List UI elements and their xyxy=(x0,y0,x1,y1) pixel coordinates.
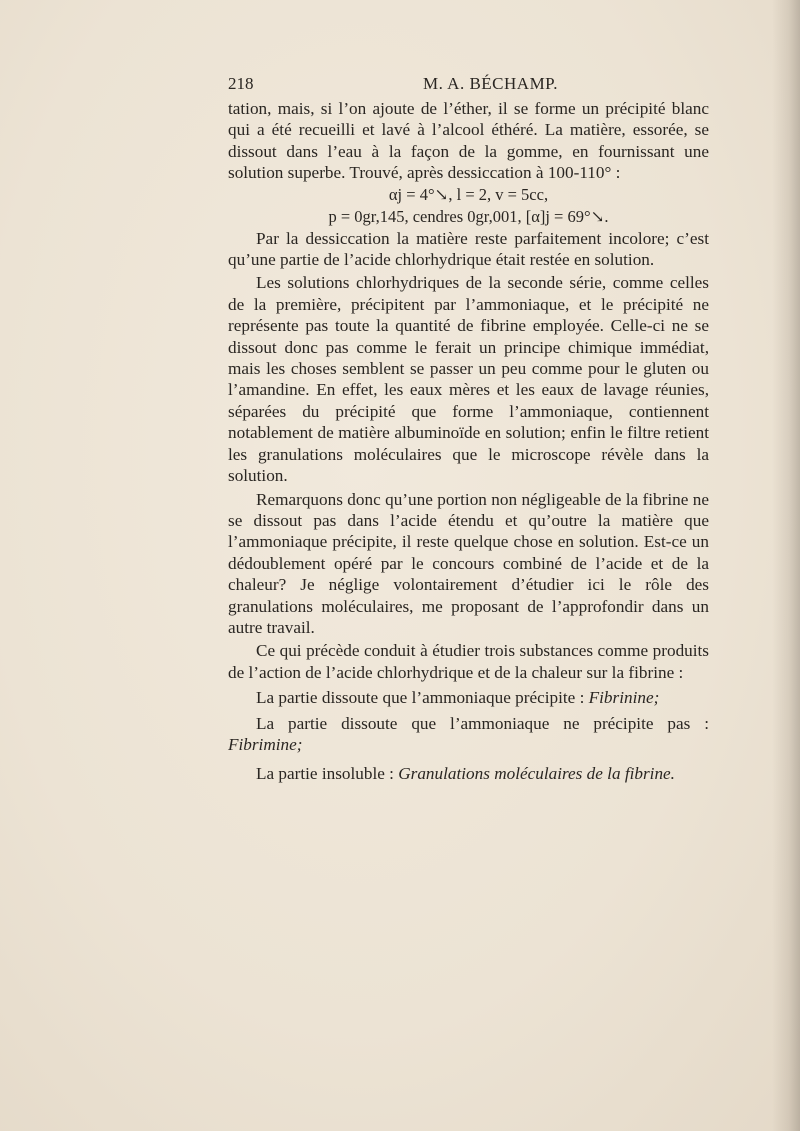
list-item-fibrinine xyxy=(228,687,709,708)
running-head: M. A. BÉCHAMP. xyxy=(423,74,559,93)
page-edge-shadow xyxy=(772,0,800,1131)
paragraph-5: Ce qui précède conduit à étudier trois substances comme produits de l’action de l’acide chlorhydrique et de la chaleur sur la fibrine : xyxy=(228,641,709,682)
list-item-granulations xyxy=(228,763,709,784)
list-item-term: Fibrinine; xyxy=(588,688,660,708)
paragraph-2: Par la dessiccation la matière reste parfaitement incolore; c’est qu’une partie de l’acide chlorhydrique était restée en solution. xyxy=(228,228,709,270)
list-item-text: La partie insoluble : xyxy=(256,764,399,784)
body-text xyxy=(228,98,709,785)
formula-weight: p = 0gr,145, cendres 0gr,001, [α]j = 69°↘. xyxy=(328,206,609,226)
paragraph-3: Les solutions chlorhydriques de la seconde série, comme celles de la première, précipitent par l’ammoniaque, et le précipité ne représente pas toute la quantité de fibrine employée. Celle-ci ne se dissout donc pas comme le ferait un principe chimique immédiat, mais les choses semblent se passer un peu comme pour le gluten ou l’amandine. En effet, les eaux mères et les eaux de lavage réunies, séparées du précipité que forme l’ammoniaque, contiennent notablement de matière albuminoïde en solution; enfin le filtre retient les granulations moléculaires que le microscope révèle dans la solution. xyxy=(228,273,709,486)
page-header xyxy=(228,74,708,96)
list-item-text: La partie dissoute que l’ammoniaque ne précipite pas : xyxy=(256,713,709,733)
formula-rotation: αj = 4°↘, l = 2, v = 5cc, xyxy=(388,184,549,204)
list-item-term: Granulations moléculaires de la fibrine. xyxy=(398,764,675,784)
paragraph-1: tation, mais, si l’on ajoute de l’éther, il se forme un précipité blanc qui a été recueilli et lavé à l’alcool éthéré. La matière, essorée, se dissout dans l’eau à la façon de la gomme, en fournissant une solution superbe. Trouvé, après dessiccation à 100-110° : xyxy=(228,99,709,183)
paragraph-4: Remarquons donc qu’une portion non négligeable de la fibrine ne se dissout pas dans l’acide étendu et qu’outre la matière que l’ammoniaque précipite, il reste quelque chose en solution. Est-ce un dédoublement opéré par le concours combiné de l’acide et de la chaleur? Je néglige volontairement d’étudier ici le rôle des granulations moléculaires, me proposant de l’approfondir dans un autre travail. xyxy=(228,489,709,637)
list-item-fibrimine xyxy=(228,713,709,756)
list-item-term: Fibrimine; xyxy=(228,734,303,754)
list-item-text: La partie dissoute que l’ammoniaque précipite : xyxy=(256,688,589,708)
page-number: 218 xyxy=(228,74,254,93)
